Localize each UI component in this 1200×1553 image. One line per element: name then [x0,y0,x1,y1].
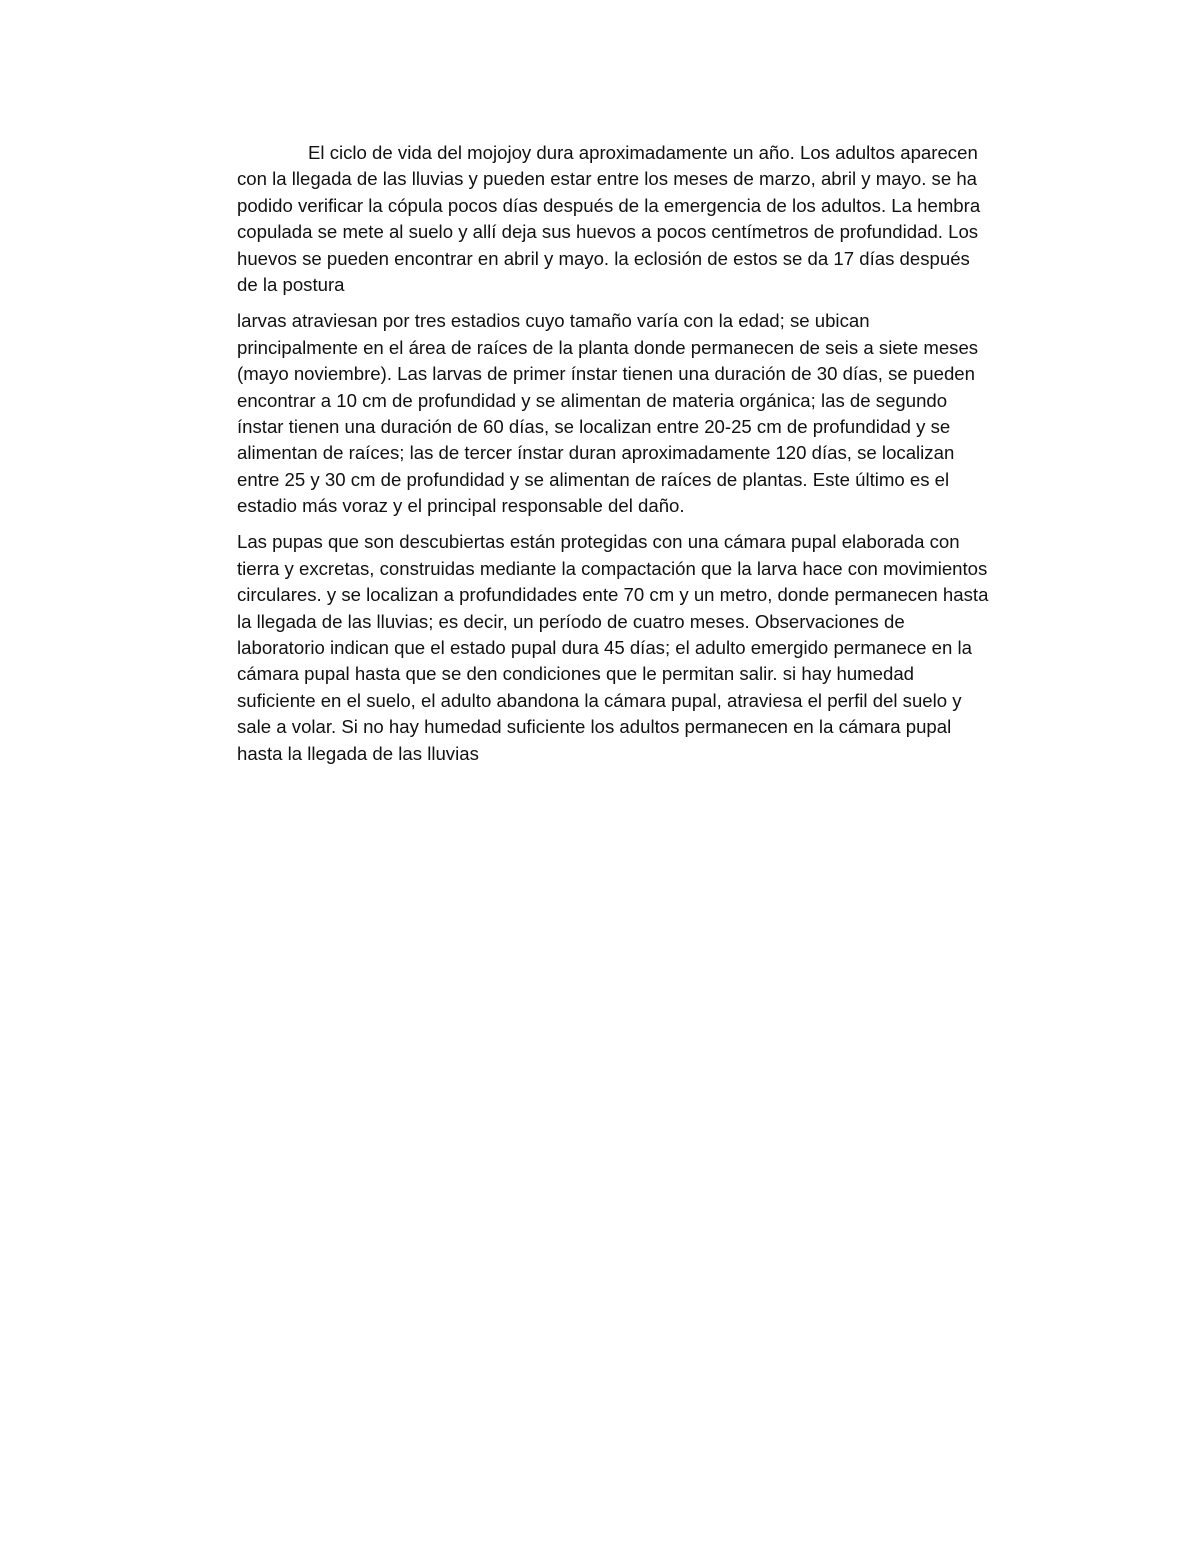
text-line: hasta la llegada de las lluvias [237,742,479,764]
text-line: de la postura [237,273,345,295]
text-line: sale a volar. Si no hay humedad suficiente los adultos permanecen en la cámara pupal [237,716,952,738]
text-line: estadio más voraz y el principal responsable del daño. [237,495,685,517]
text-line: alimentan de raíces; las de tercer ínstar duran aproximadamente 120 días, se localizan [237,442,955,464]
document-body [237,140,1037,777]
text-line: suficiente en el suelo, el adulto abandona la cámara pupal, atraviesa el perfil del suelo y [237,689,962,711]
text-line: la llegada de las lluvias; es decir, un período de cuatro meses. Observaciones de [237,610,905,632]
text-line: tierra y excretas, construidas mediante la compactación que la larva hace con movimientos [237,557,988,579]
text-line: con la llegada de las lluvias y pueden estar entre los meses de marzo, abril y mayo. se ha [237,168,978,190]
paragraph-life-cycle [237,140,1037,298]
text-line: copulada se mete al suelo y allí deja sus huevos a pocos centímetros de profundidad. Los [237,221,979,243]
text-line: ínstar tienen una duración de 60 días, se localizan entre 20-25 cm de profundidad y se [237,415,951,437]
paragraph-larvae [237,308,1037,519]
paragraph-pupae [237,529,1037,767]
text-line: entre 25 y 30 cm de profundidad y se alimentan de raíces de plantas. Este último es el [237,468,950,490]
text-line: El ciclo de vida del mojojoy dura aproximadamente un año. Los adultos aparecen [308,142,978,163]
text-line: (mayo noviembre). Las larvas de primer ínstar tienen una duración de 30 días, se pueden [237,363,975,385]
text-line: encontrar a 10 cm de profundidad y se alimentan de materia orgánica; las de segundo [237,389,948,411]
text-line: larvas atraviesan por tres estadios cuyo tamaño varía con la edad; se ubican [237,310,870,332]
text-line: principalmente en el área de raíces de la planta donde permanecen de seis a siete meses [237,336,979,358]
text-line: laboratorio indican que el estado pupal dura 45 días; el adulto emergido permanece en la [237,637,972,659]
text-line: huevos se pueden encontrar en abril y mayo. la eclosión de estos se da 17 días después [237,247,970,269]
text-line: podido verificar la cópula pocos días después de la emergencia de los adultos. La hembra [237,194,981,216]
text-line: circulares. y se localizan a profundidades ente 70 cm y un metro, donde permanecen hasta [237,584,989,606]
text-line: cámara pupal hasta que se den condiciones que le permitan salir. si hay humedad [237,663,915,685]
text-line: Las pupas que son descubiertas están protegidas con una cámara pupal elaborada con [237,531,960,553]
